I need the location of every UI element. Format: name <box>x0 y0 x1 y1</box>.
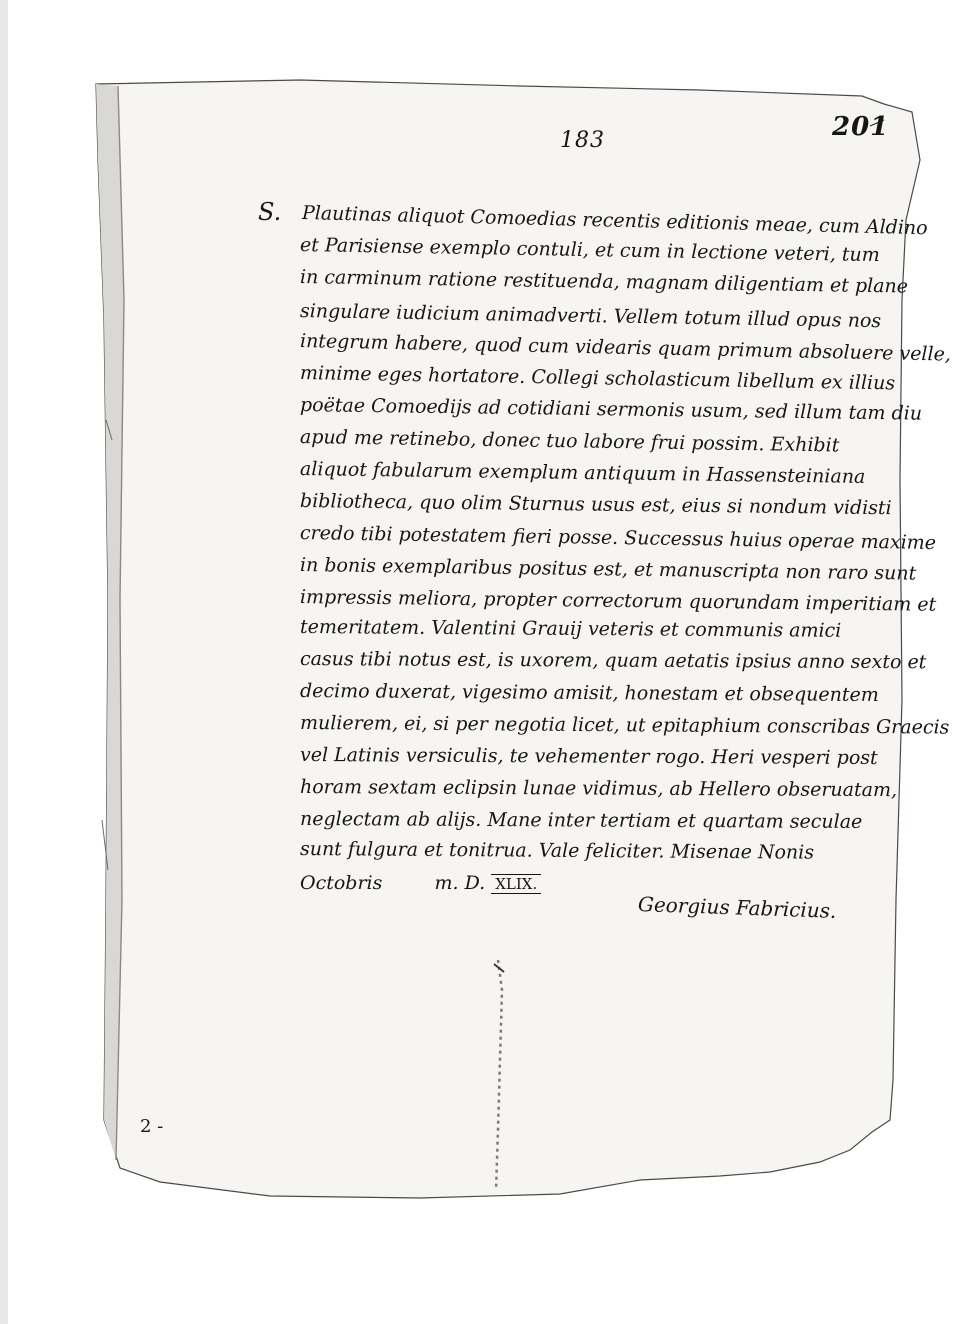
signature: Georgius Fabricius. <box>637 892 837 923</box>
letter-line: credo tibi potestatem fieri posse. Successus huius operae maxime <box>299 522 937 554</box>
letter-line: mulierem, ei, si per negotia licet, ut epitaphium conscribas Graecis <box>299 712 950 739</box>
letter-line: neglectam ab alijs. Mane inter tertiam et quartam seculae <box>299 808 863 833</box>
letter-line: casus tibi notus est, is uxorem, quam aetatis ipsius anno sexto et <box>299 648 927 674</box>
letter-line: Plautinas aliquot Comoedias recentis editionis meae, cum Aldino <box>301 202 928 240</box>
letter-line: decimo duxerat, vigesimo amisit, honestam et obsequentem <box>299 680 879 707</box>
margin-mark: 2 - <box>140 1116 164 1137</box>
letter-line: apud me retinebo, donec tuo labore frui possim. Exhibit <box>299 426 840 457</box>
salutation: S. <box>258 198 282 226</box>
letter-line: temeritatem. Valentini Grauij veteris et communis amici <box>299 616 842 642</box>
letter-line: in bonis exemplaribus positus est, et manuscripta non raro sunt <box>299 554 917 585</box>
letter-line: in carminum ratione restituenda, magnam diligentiam et plane <box>299 266 909 298</box>
letter-line: et Parisiense exemplo contuli, et cum in lectione veteri, tum <box>299 234 880 267</box>
page-number: 183 <box>560 128 605 153</box>
folio-number: 201 <box>832 112 890 142</box>
letter-line: horam sextam eclipsin lunae vidimus, ab Hellero obseruatam, <box>299 776 898 802</box>
letter-line: aliquot fabularum exemplum antiquum in Hassensteiniana <box>299 458 866 488</box>
date-line <box>300 872 541 894</box>
date-year-prefix: m. D. <box>434 872 486 894</box>
letter-line: singulare iudicium animadverti. Vellem totum illud opus nos <box>299 300 882 333</box>
letter-line: bibliotheca, quo olim Sturnus usus est, eius si nondum vidisti <box>299 490 892 520</box>
letter-line: sunt fulgura et tonitrua. Vale feliciter. Misenae Nonis <box>299 838 815 864</box>
letter-line: impressis meliora, propter correctorum quorundam imperitiam et <box>299 586 937 616</box>
letter-line: minime eges hortatore. Collegi scholasticum libellum ex illius <box>299 362 896 395</box>
date-year-numeral: XLIX. <box>491 874 541 894</box>
date-month: Octobris <box>300 872 383 894</box>
letter-line: poëtae Comoedijs ad cotidiani sermonis usum, sed illum tam diu <box>299 394 923 425</box>
letter-line: integrum habere, quod cum videaris quam primum absoluere velle, <box>299 330 952 366</box>
letter-line: vel Latinis versiculis, te vehementer rogo. Heri vesperi post <box>299 744 878 770</box>
